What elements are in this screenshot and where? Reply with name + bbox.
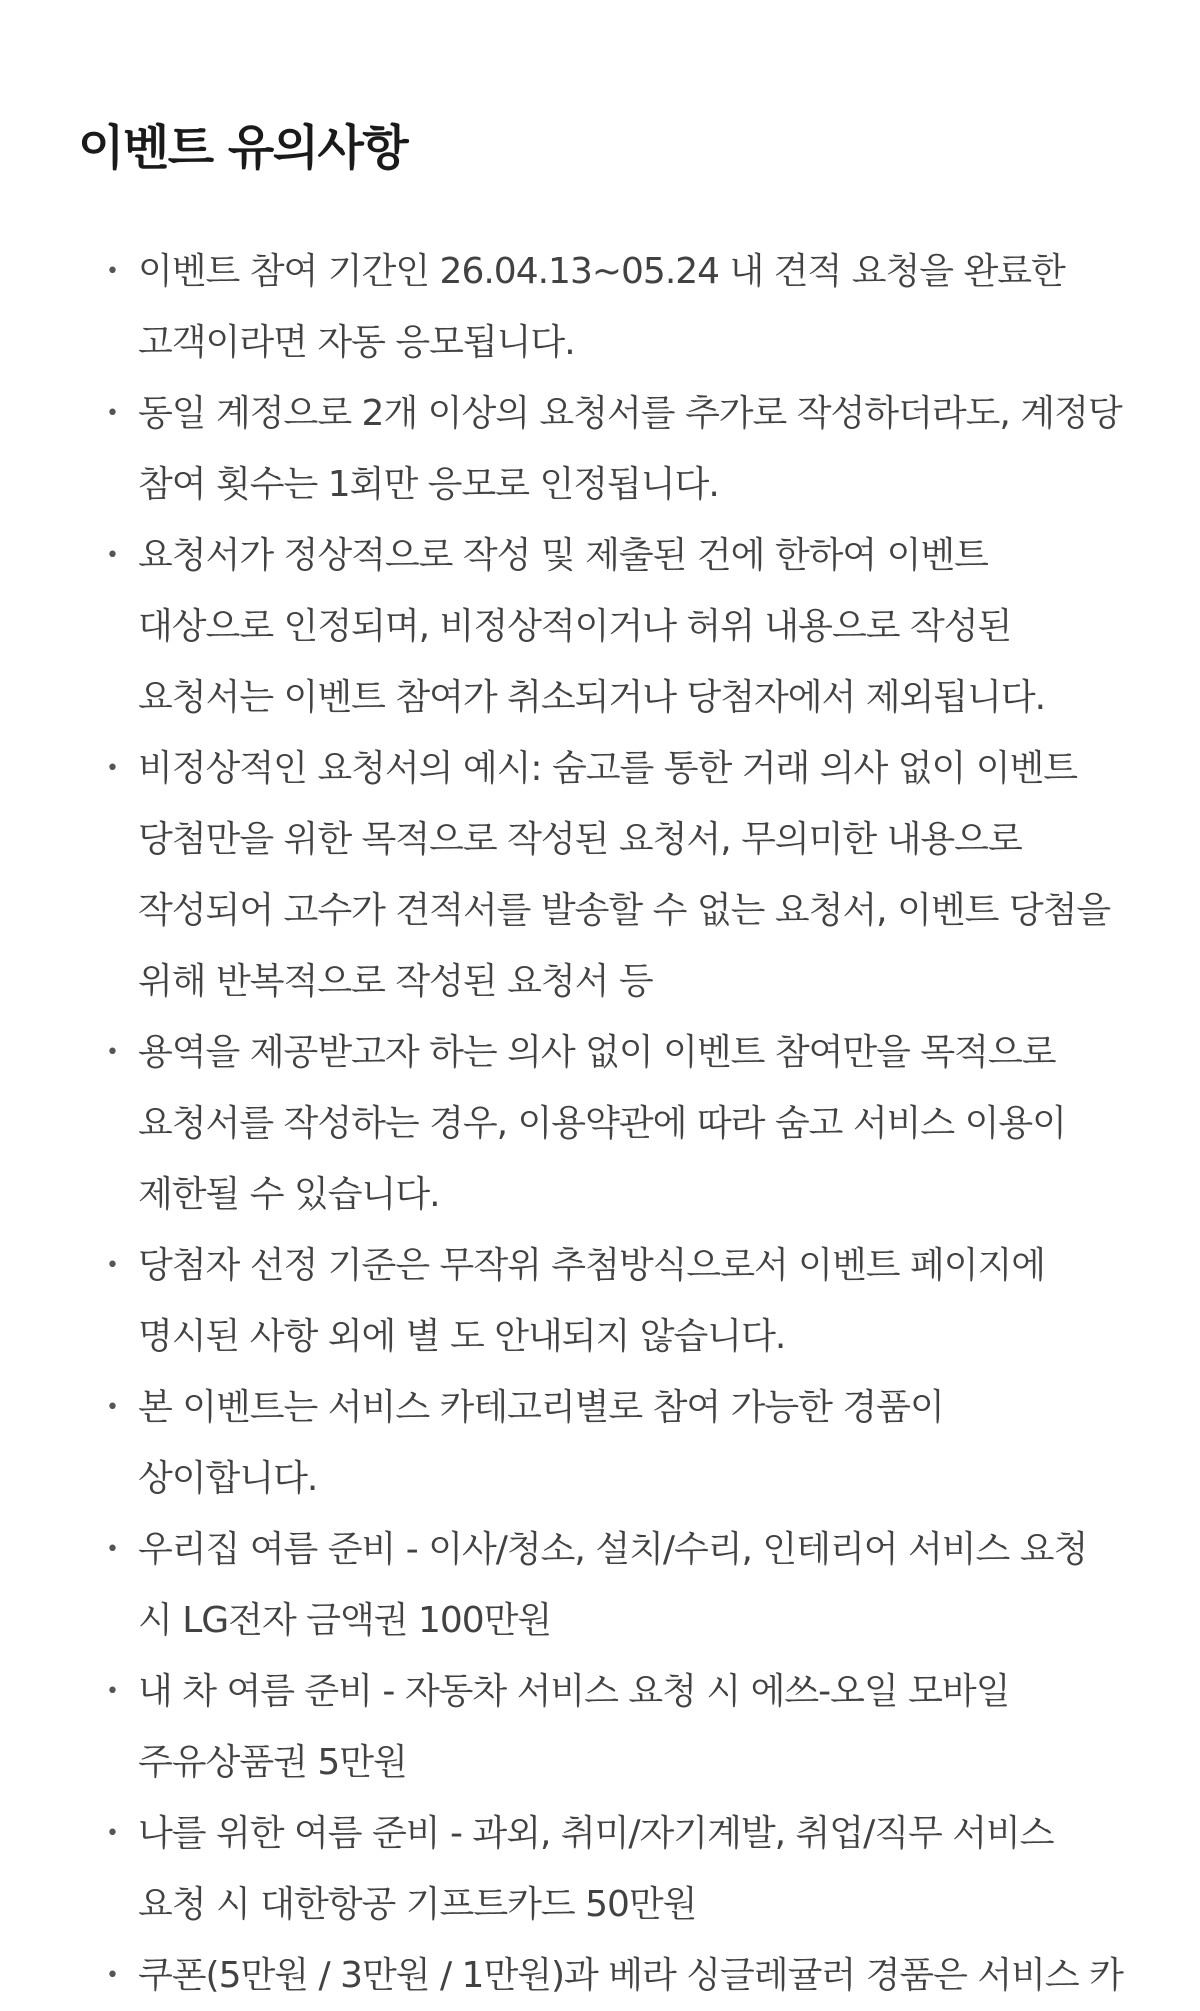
list-item xyxy=(78,236,1128,378)
list-item-text: 쿠폰(5만원 / 3만원 / 1만원)과 베라 싱글레귤러 경품은 서비스 카 xyxy=(138,1955,1123,1996)
list-item-text: 내 차 여름 준비 - 자동차 서비스 요청 시 에쓰-오일 모바일 주유상품권 5만원 xyxy=(138,1671,1010,1783)
bullet-icon: • xyxy=(106,1253,118,1278)
list-item-text: 우리집 여름 준비 - 이사/청소, 설치/수리, 인테리어 서비스 요청 시 LG전자 금액권 100만원 xyxy=(138,1529,1088,1641)
list-item xyxy=(78,520,1128,733)
bullet-icon: • xyxy=(106,1537,118,1562)
list-item xyxy=(78,378,1128,520)
list-item xyxy=(78,1656,1128,1798)
bullet-icon: • xyxy=(106,1395,118,1420)
list-item xyxy=(78,1230,1128,1372)
list-item xyxy=(78,1514,1128,1656)
list-item-text: 나를 위한 여름 준비 - 과외, 취미/자기계발, 취업/직무 서비스 요청 시 대한항공 기프트카드 50만원 xyxy=(138,1813,1054,1925)
bullet-icon: • xyxy=(106,1963,118,1988)
bullet-icon: • xyxy=(106,1821,118,1846)
list-item xyxy=(78,1798,1128,1940)
list-item-text: 비정상적인 요청서의 예시: 숨고를 통한 거래 의사 없이 이벤트 당첨만을 위한 목적으로 작성된 요청서, 무의미한 내용으로 작성되어 고수가 견적서를 발송할 수 없는 요청서, 이벤트 당첨을 위해 반복적으로 작성된 요청서 등 xyxy=(138,748,1111,1002)
page-title: 이벤트 유의사항 xyxy=(78,120,408,176)
list-item-text: 동일 계정으로 2개 이상의 요청서를 추가로 작성하더라도, 계정당 참여 횟수는 1회만 응모로 인정됩니다. xyxy=(138,393,1122,505)
list-item-text: 당첨자 선정 기준은 무작위 추첨방식으로서 이벤트 페이지에 명시된 사항 외에 별 도 안내되지 않습니다. xyxy=(138,1245,1046,1357)
list-item-text: 요청서가 정상적으로 작성 및 제출된 건에 한하여 이벤트 대상으로 인정되며, 비정상적이거나 허위 내용으로 작성된 요청서는 이벤트 참여가 취소되거나 당첨자에서 제외됩니다. xyxy=(138,535,1046,718)
bullet-icon: • xyxy=(106,1679,118,1704)
list-item xyxy=(78,733,1128,1017)
list-item-text: 본 이벤트는 서비스 카테고리별로 참여 가능한 경품이 상이합니다. xyxy=(138,1387,944,1499)
bullet-icon: • xyxy=(106,401,118,426)
bullet-icon: • xyxy=(106,543,118,568)
bullet-icon: • xyxy=(106,756,118,781)
bullet-icon: • xyxy=(106,1040,118,1065)
list-item xyxy=(78,1017,1128,1230)
list-item xyxy=(78,1372,1128,1514)
bullet-icon: • xyxy=(106,259,118,284)
list-item-text: 이벤트 참여 기간인 26.04.13~05.24 내 견적 요청을 완료한 고객이라면 자동 응모됩니다. xyxy=(138,251,1065,363)
list-item xyxy=(78,1940,1128,2011)
list-item-text: 용역을 제공받고자 하는 의사 없이 이벤트 참여만을 목적으로 요청서를 작성하는 경우, 이용약관에 따라 숨고 서비스 이용이 제한될 수 있습니다. xyxy=(138,1032,1066,1215)
notice-list xyxy=(78,236,1128,2011)
